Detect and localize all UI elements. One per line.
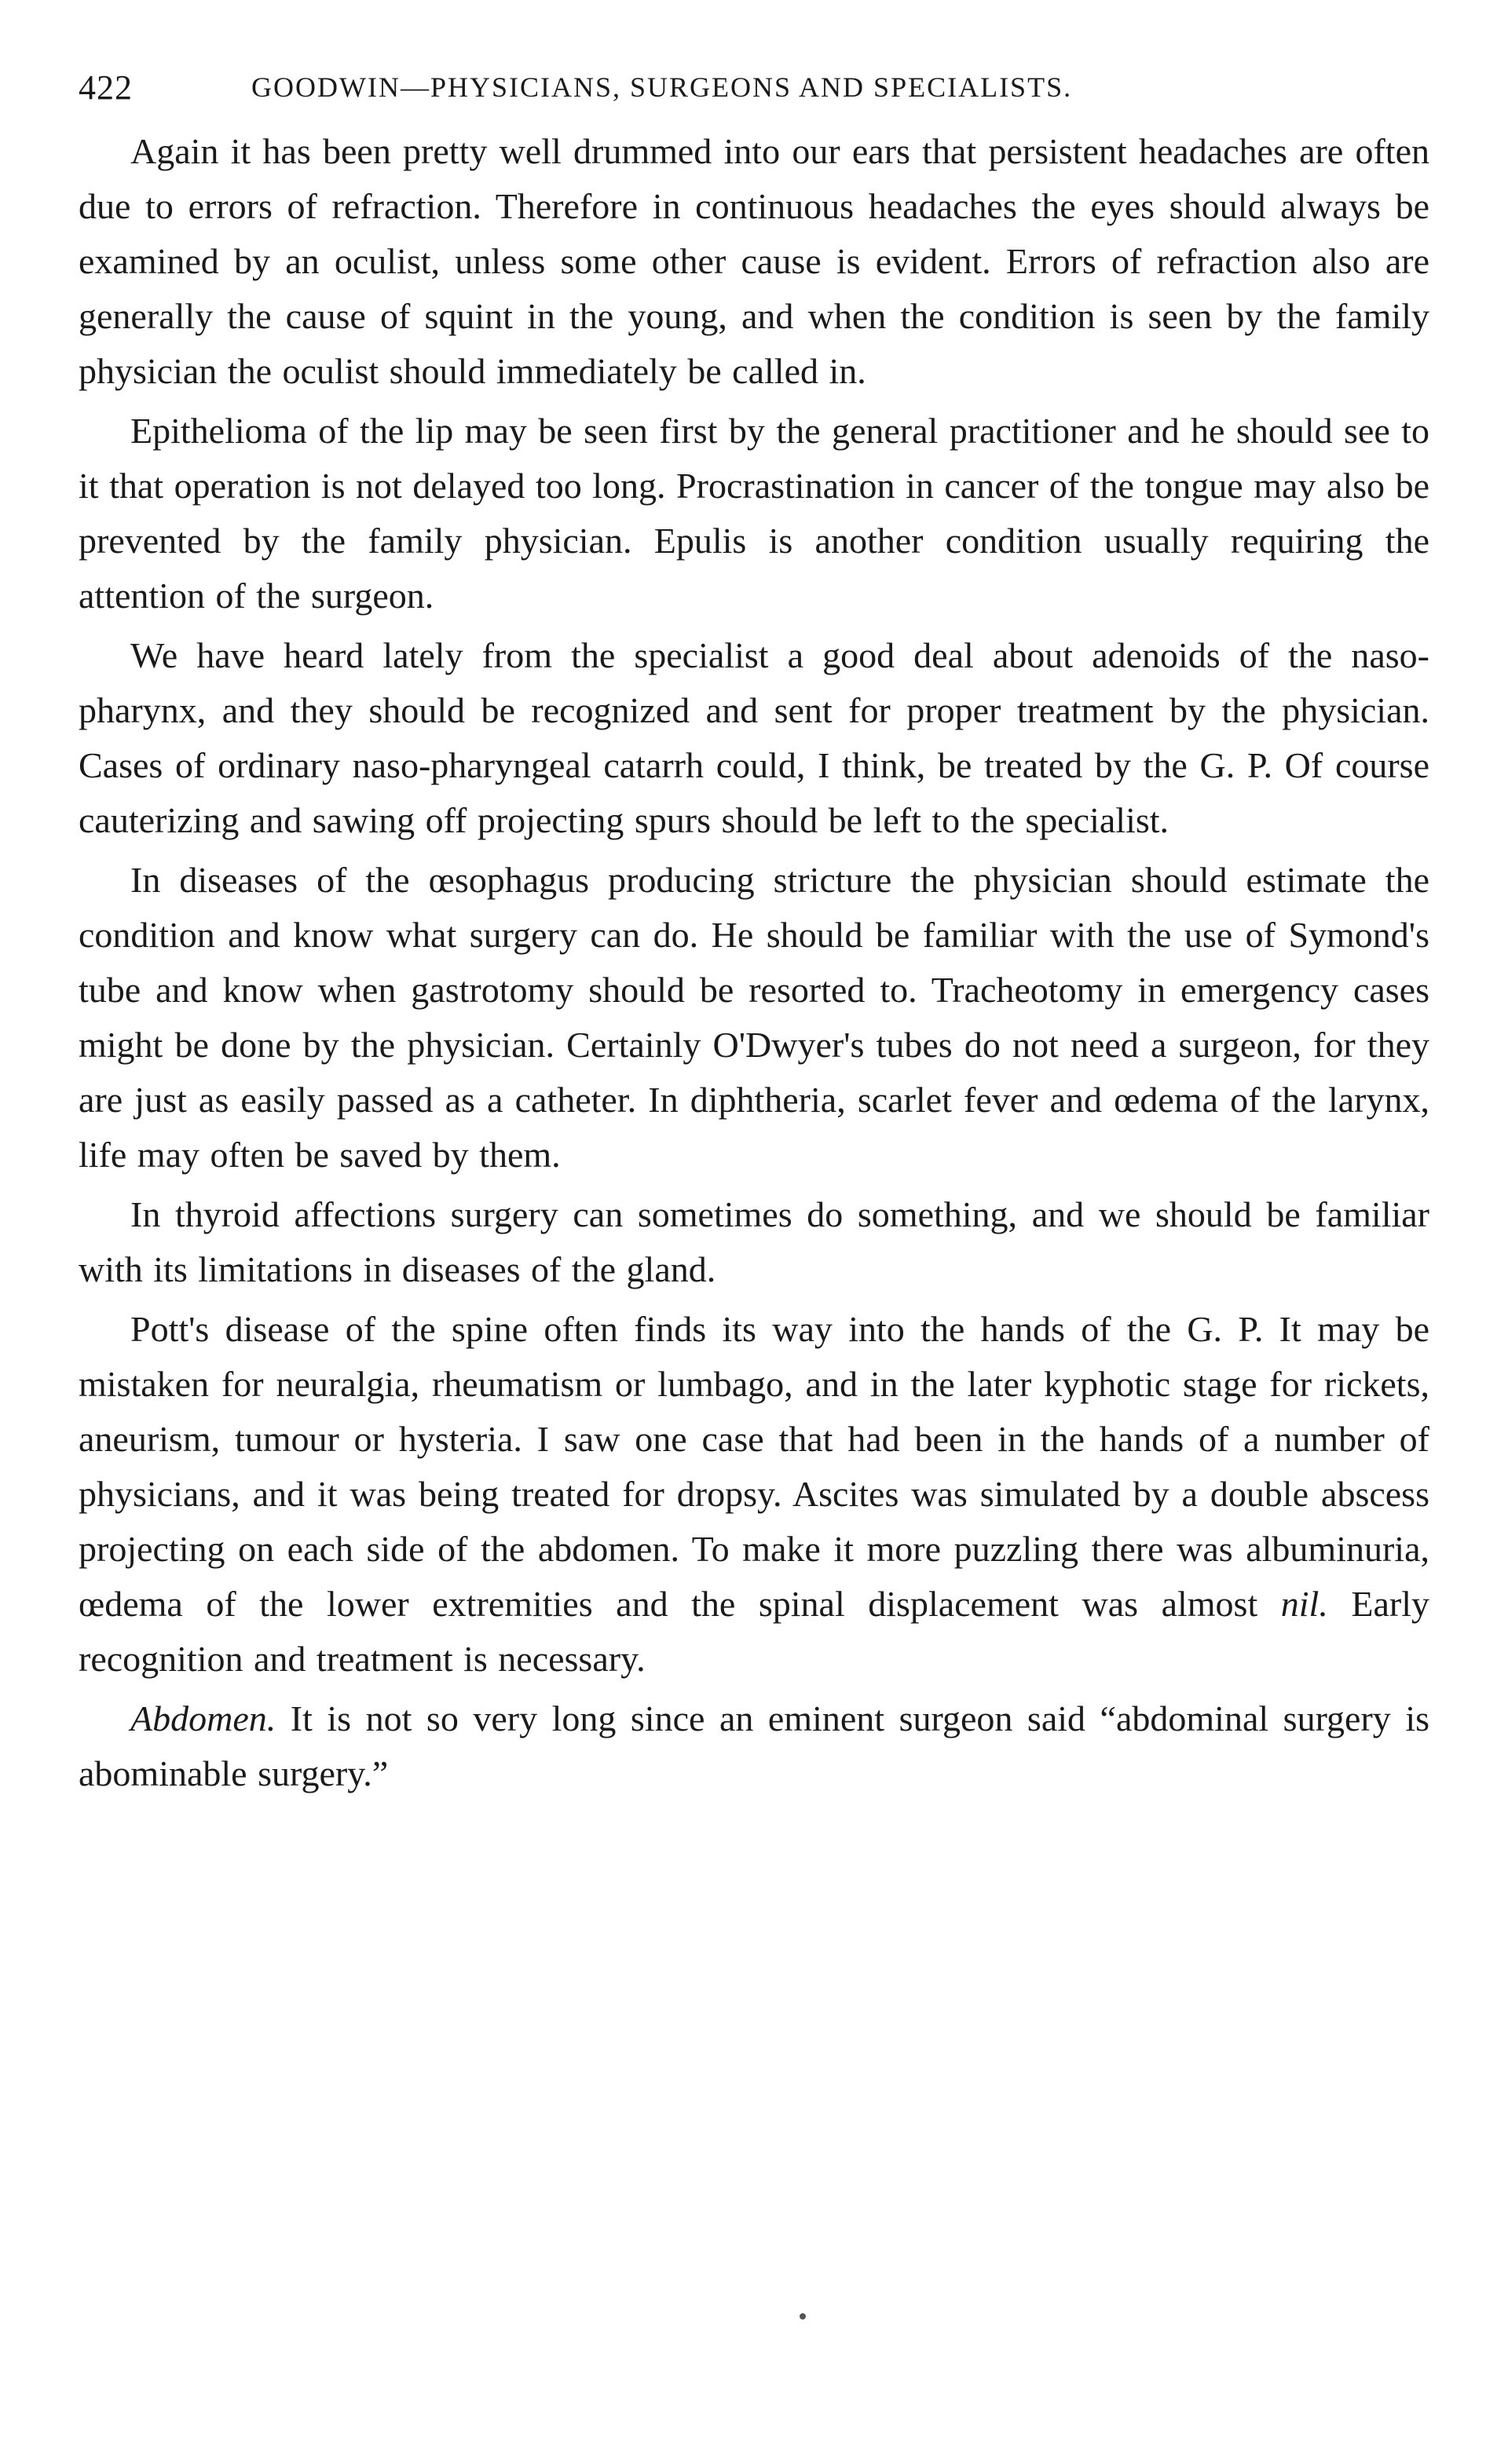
stray-ink-dot: [800, 2313, 806, 2320]
paragraph-abdomen: [79, 1691, 1429, 1801]
abdomen-text: It is not so very long since an eminent surgeon said “abdominal surgery is abominable surgery.”: [79, 1698, 1429, 1793]
potts-text-before: Pott's disease of the spine often finds its way into the hands of the G. P. It may be mistaken for neuralgia, rheumatism or lumbago, and in the later kyphotic stage for rickets, aneurism, tumour or hysteria. I saw one case that had been in the hands of a number of physicians, and it was being treated for dropsy. Ascites was simulated by a double abscess projecting on each side of the abdomen. To make it more puzzling there was albuminuria, œdema of the lower extremities and the spinal displacement was almost: [79, 1309, 1429, 1624]
page-number: 422: [79, 68, 133, 107]
abdomen-heading: Abdomen.: [130, 1698, 276, 1738]
page-header: [79, 61, 1429, 116]
paragraph-potts-disease: [79, 1302, 1429, 1687]
paragraph-oesophagus: In diseases of the œsophagus producing stricture the physician should estimate the condition and know what surgery can do. He should be familiar with the use of Symond's tube and know when gastrotomy should be resorted to. Tracheotomy in emergency cases might be done by the physician. Certainly O'Dwyer's tubes do not need a surgeon, for they are just as easily passed as a catheter. In diphtheria, scarlet fever and œdema of the larynx, life may often be saved by them.: [79, 860, 1429, 1175]
paragraph-headaches: Again it has been pretty well drummed into our ears that persistent headaches are often due to errors of refraction. Therefore in continuous headaches the eyes should always be examined by an oculist, unless some other cause is evident. Errors of refraction also are generally the cause of squint in the young, and when the condition is seen by the family physician the oculist should immediately be called in.: [79, 131, 1429, 391]
paragraph-epithelioma: Epithelioma of the lip may be seen first by the general practitioner and he should see to it that operation is not delayed too long. Procrastination in cancer of the tongue may also be prevented by the family physician. Epulis is another condition usually requiring the attention of the surgeon.: [79, 411, 1429, 616]
paragraph-adenoids: We have heard lately from the specialist a good deal about adenoids of the naso-pharynx, and they should be recognized and sent for proper treatment by the physician. Cases of ordinary naso-pharyngeal catarrh could, I think, be treated by the G. P. Of course cauterizing and sawing off projecting spurs should be left to the specialist.: [79, 635, 1429, 840]
potts-text-after: Early recognition and treatment is necessary.: [79, 1584, 1429, 1679]
paragraph-thyroid: In thyroid affections surgery can sometimes do something, and we should be familiar with its limitations in diseases of the gland.: [79, 1194, 1429, 1289]
potts-italic-nil: nil.: [1280, 1584, 1328, 1624]
running-head: GOODWIN—PHYSICIANS, SURGEONS AND SPECIALISTS.: [251, 71, 1073, 103]
page-body: [79, 124, 1429, 1801]
book-page: [79, 61, 1429, 1806]
